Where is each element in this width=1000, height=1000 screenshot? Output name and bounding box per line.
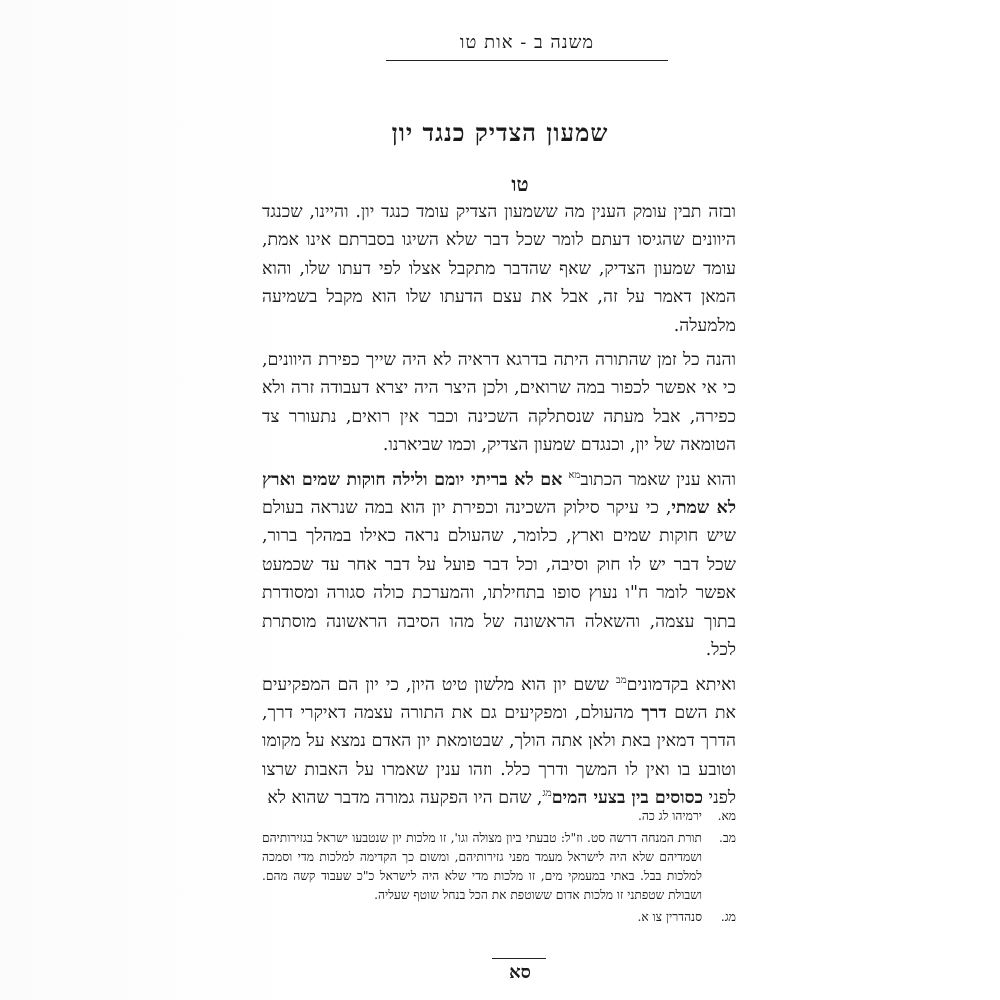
footnote-number: מא. [717, 809, 736, 823]
footnote-text: ירמיהו לג כה. [637, 809, 702, 823]
header-rule [386, 60, 668, 61]
paragraph-1: ובזה תבין עומק הענין מה ששמעון הצדיק עומד כנגד יון. והיינו, שכנגד היוונים שהגיסו דעתם לומר שכל דבר שלא השיגו בסברתם אינו אמת, עומד שמעון הצדיק, שאף שהדבר מתקבל אצלו לפי דעתו שלו, והוא המאן דאמר על זה, אבל את עצם הדעתו שלו הוא מקבל בשמיעה מלמעלה. [262, 202, 736, 336]
section-mark: טו [511, 172, 529, 196]
paragraph-2: והנה כל זמן שהתורה היתה בדרגא דראיה לא היה שייך כפירת היוונים, כי אי אפשר לכפור במה שרואים, ולכן היצר היה יצרא דעבודה זרה ולא כפירה, אבל מעתה שנסתלקה השכינה וכבר אין רואים, נתעורר צד הטומאה של יון, וכנגדם שמעון הצדיק, וכמו שביארנו. [262, 350, 736, 456]
paragraph-4-text-d: , שהם היו הפקעה גמורה מדבר שהוא לא [267, 788, 543, 809]
folio-rule [492, 958, 546, 959]
paragraph-4-text-b: ששם יון הוא מלשון טיט היון, כי יון הם המפקיעים את השם [262, 674, 736, 723]
footnote-number: מב. [719, 831, 736, 845]
paragraph-4-bold-derech: דרך [641, 702, 667, 723]
body-text [262, 198, 736, 819]
page-number: סא [509, 962, 531, 983]
footnote-ref-42: מב [615, 674, 627, 686]
paragraph-4-verse: כסוסים בין בצעי המים [551, 788, 703, 809]
footnote [262, 807, 736, 826]
footnotes [262, 807, 736, 930]
footnote-ref-41: מא [568, 469, 581, 481]
footnote-number: מג. [720, 910, 736, 924]
footnote [262, 908, 736, 927]
paragraph-4-text-a: ואיתא בקדמונים [626, 674, 736, 695]
footnote-ref-43: מג [542, 788, 552, 800]
paragraph-4 [262, 671, 736, 813]
paragraph-3-text-b: , כי עיקר סילוק השכינה וכפירת יון הוא במה שנראה בעולם שיש חוקות שמים וארץ, כלומר, שהעולם נראה כאילו במהלך ברור, שכל דבר יש לו חוק וסיבה, וכל דבר פועל על דבר אחר עד שכמעט אפשר לומר ח"ו נעוץ סופו בתחילתו, והמערכת כולה סגורה ומסודרת בתוך עצמה, והשאלה הראשונה של מהו הסיבה הראשונה מוסתרת לכל. [262, 498, 736, 661]
paragraph-3-text-a: והוא ענין שאמר הכתוב [580, 469, 737, 490]
running-head: משנה ב - אות טו [459, 32, 595, 53]
footnote-text: סנהדרין צו א. [637, 910, 702, 924]
footnote [262, 829, 736, 905]
paragraph-3-verse: אם לא בריתי יומם ולילה חוקות שמים וארץ לא שמתי [262, 469, 736, 519]
paragraph-3 [262, 466, 736, 665]
paragraph-4-text-c: מהעולם, ומפקיעים גם את התורה עצמה דאיקרי דרך, הדרך דמאין באת ולאן אתה הולך, שבטומאת יון האדם נמצא על מקומו וטובע בו ואין לו המשך ודרך כלל. וזהו ענין שאמרו על האבות שרצו לפני [262, 702, 736, 809]
chapter-title: שמעון הצדיק כנגד יון [391, 118, 609, 147]
footnote-text: תורת המנחה דרשה סט. וז"ל: טבעתי ביון מצולה וגו', זו מלכות יון שנטבעו ישראל בגזירותיהם ושמדיהם שלא היה לישראל מעמד מפני גזירותיהם, ומשום כך הקדימה למלכות מדי וסמכה למלכות בבל. באתי במעמקי מים, זו מלכות מדי שלא היה לישראל כ"כ שעבוד קשה מהם. ושבולת שטפתני זו מלכות אדום ששוטפת את הכל בנחל שוטף שעליה. [262, 831, 702, 902]
